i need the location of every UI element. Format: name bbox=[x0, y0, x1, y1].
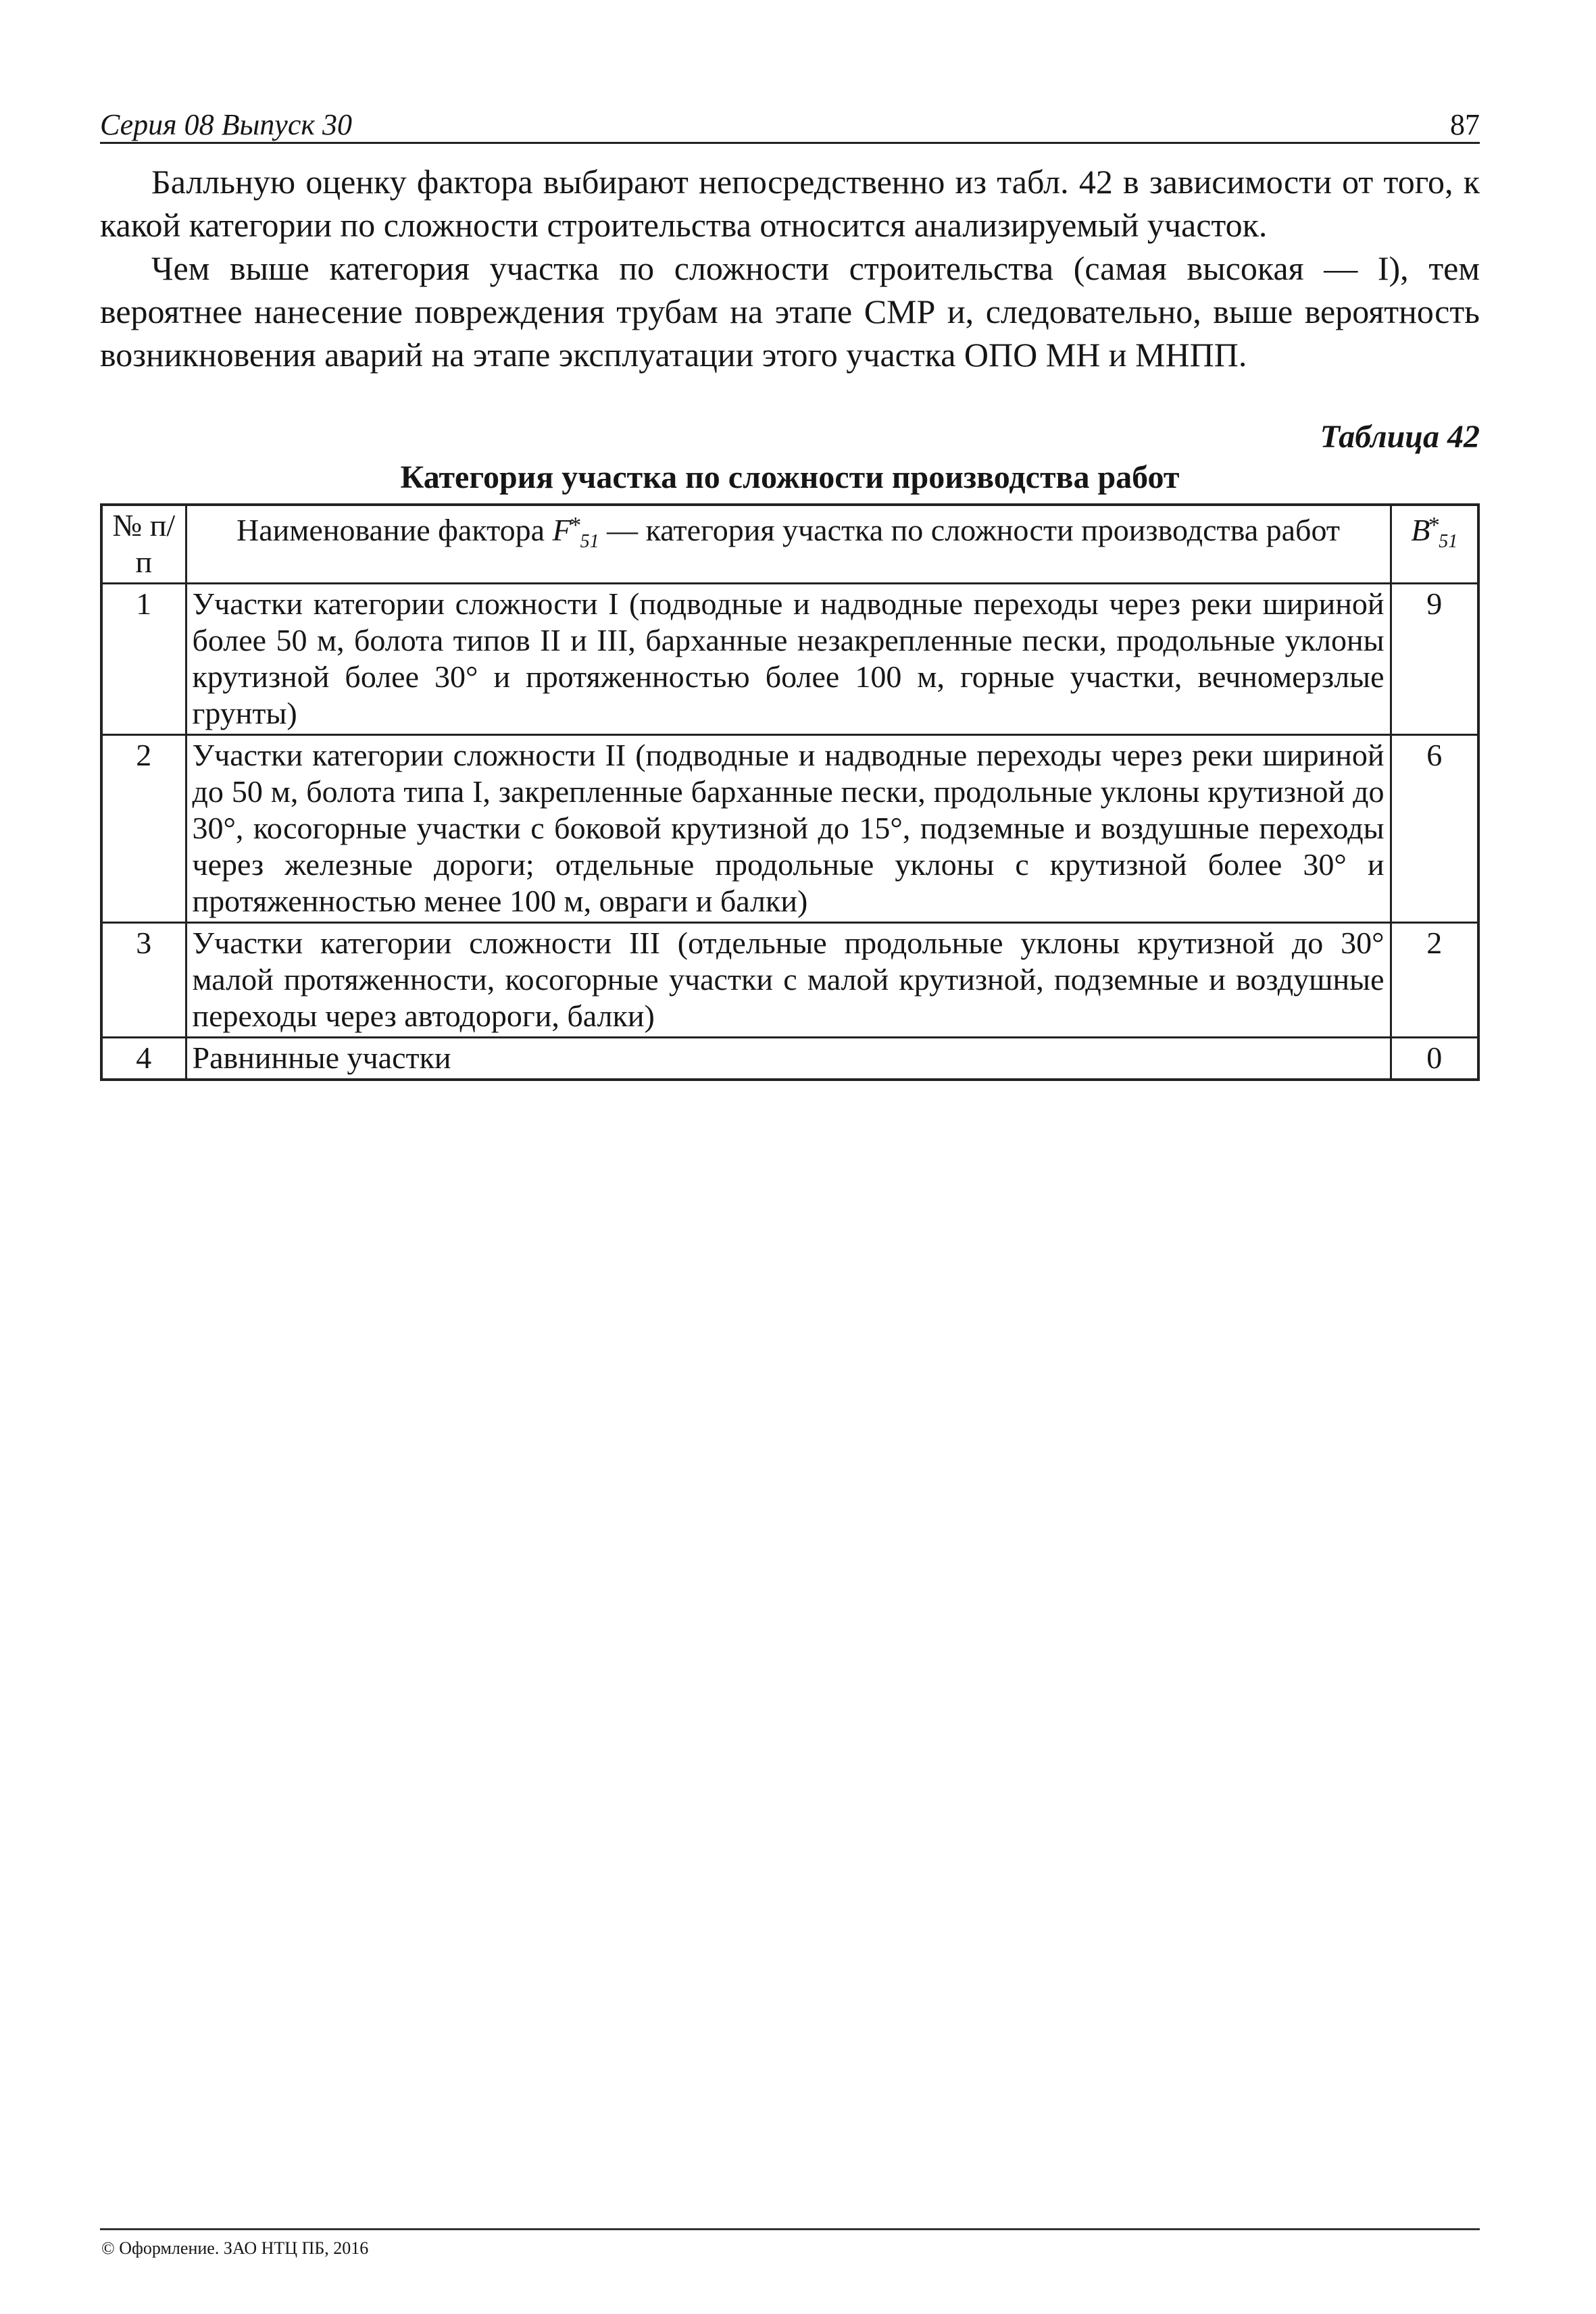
row-score: 0 bbox=[1391, 1038, 1478, 1080]
paragraph: Чем выше категория участка по сложности строительства (самая высокая — I), тем вероятнее нанесение повреждения трубам на этапе СМР и, следовательно, выше вероятность возникновения аварий на этапе эксплуатации этого участка ОПО МН и МНПП. bbox=[100, 249, 1480, 374]
table-row bbox=[101, 923, 1478, 1038]
factor-symbol-sup: * bbox=[568, 513, 580, 538]
row-description: Участки категории сложности I (подводные и надводные переходы через реки шириной более 50 м, болота типов II и III, барханные незакрепленные пески, продольные уклоны крутизной более 30° и протяженностью более 100 м, горные участки, вечномерзлые грунты) bbox=[186, 584, 1391, 735]
column-header-factor bbox=[186, 505, 1391, 584]
row-score: 9 bbox=[1391, 584, 1478, 735]
row-description: Участки категории сложности II (подводные и надводные переходы через реки шириной до 50 м, болота типа I, закрепленные барханные пески, продольные уклоны крутизной до 30°, косогорные участки с боковой крутизной до 15°, подземные и воздушные переходы через железные дороги; отдельные продольные уклоны с крутизной более 30° и протяженностью менее 100 м, овраги и балки) bbox=[186, 735, 1391, 923]
table-row bbox=[101, 1038, 1478, 1080]
table-header-row bbox=[101, 505, 1478, 584]
table-row bbox=[101, 735, 1478, 923]
column-header-number: № п/п bbox=[101, 505, 186, 584]
factor-label: Наименование фактора bbox=[236, 513, 545, 547]
table-title: Категория участка по сложности производства работ bbox=[400, 459, 1180, 495]
footer-divider bbox=[100, 2228, 1480, 2230]
page-number: 87 bbox=[1450, 108, 1480, 141]
row-number: 3 bbox=[101, 923, 186, 1038]
factor-label-suffix: — категория участка по сложности производства работ bbox=[607, 513, 1340, 547]
row-number: 1 bbox=[101, 584, 186, 735]
score-symbol: $B^*_{51}$ bbox=[1411, 513, 1458, 552]
column-header-score bbox=[1391, 505, 1478, 584]
footer-copyright: © Оформление. ЗАО НТЦ ПБ, 2016 bbox=[101, 2238, 369, 2258]
table-label: Таблица 42 bbox=[1320, 419, 1480, 455]
series-title: Серия 08 Выпуск 30 bbox=[100, 108, 352, 141]
row-description: Участки категории сложности III (отдельные продольные уклоны крутизной до 30° малой протяженности, косогорные участки с малой крутизной, подземные и воздушные переходы через автодороги, балки) bbox=[186, 923, 1391, 1038]
score-symbol-sup: * bbox=[1427, 513, 1439, 538]
body-text bbox=[100, 160, 1480, 376]
row-number: 4 bbox=[101, 1038, 186, 1080]
factor-table bbox=[100, 503, 1480, 1081]
score-symbol-sub: 51 bbox=[1439, 531, 1458, 552]
row-description: Равнинные участки bbox=[186, 1038, 1391, 1080]
paragraph: Балльную оценку фактора выбирают непосредственно из табл. 42 в зависимости от того, к какой категории по сложности строительства относится анализируемый участок. bbox=[100, 163, 1480, 244]
running-header bbox=[100, 108, 1480, 144]
row-number: 2 bbox=[101, 735, 186, 923]
factor-symbol: $F^*_{51}$ bbox=[552, 513, 599, 552]
row-score: 2 bbox=[1391, 923, 1478, 1038]
table-row bbox=[101, 584, 1478, 735]
row-score: 6 bbox=[1391, 735, 1478, 923]
factor-symbol-sub: 51 bbox=[580, 531, 599, 552]
